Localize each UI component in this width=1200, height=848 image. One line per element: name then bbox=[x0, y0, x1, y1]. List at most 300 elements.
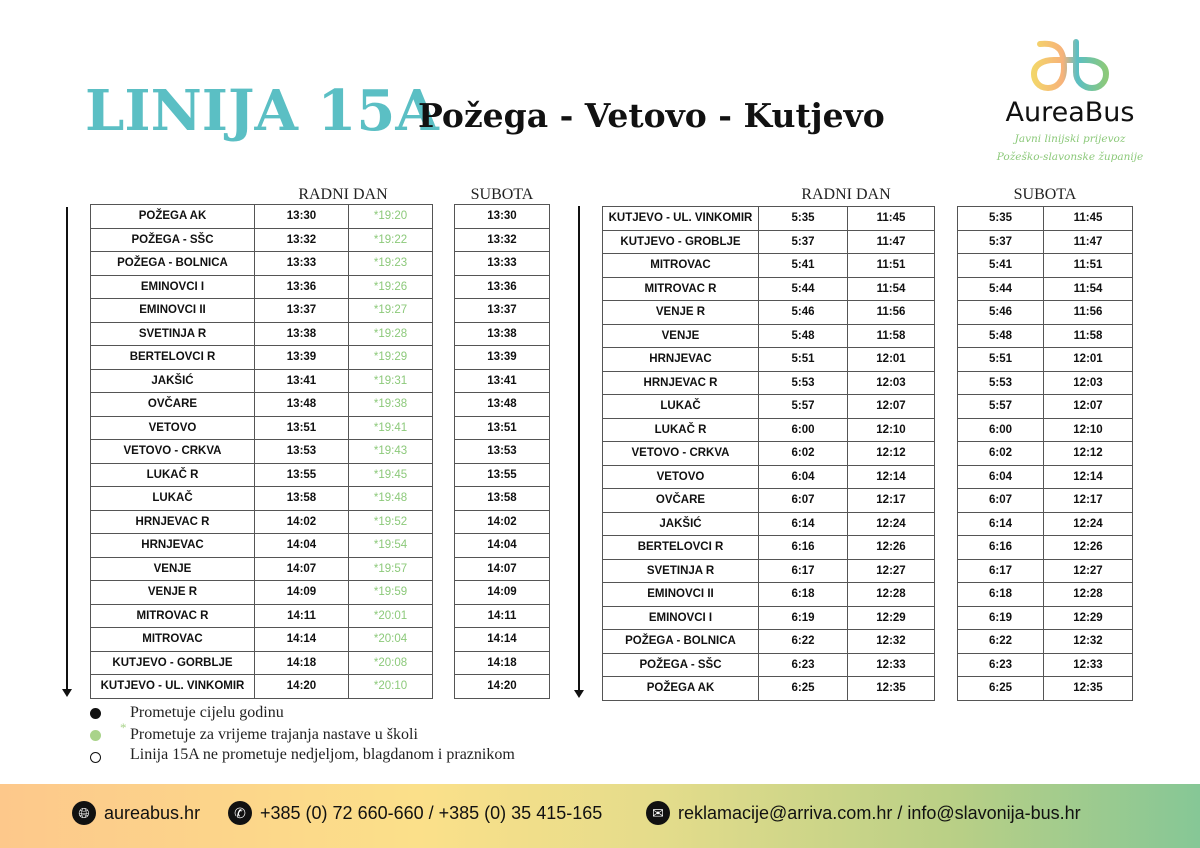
table-row bbox=[603, 371, 935, 395]
table-row bbox=[958, 348, 1133, 372]
envelope-icon: ✉ bbox=[646, 801, 670, 825]
weekday-departure: 13:37 bbox=[255, 299, 349, 323]
logo-tagline-2: Požeško-slavonske županije bbox=[996, 151, 1144, 163]
table-row bbox=[958, 465, 1133, 489]
table-row bbox=[603, 277, 935, 301]
table-row bbox=[455, 275, 550, 299]
saturday-departure: 12:27 bbox=[1044, 559, 1133, 583]
school-departure: *19:22 bbox=[349, 228, 433, 252]
saturday-departure: 6:18 bbox=[958, 583, 1044, 607]
line-title: LINIJA 15A bbox=[85, 78, 439, 144]
stop-name: KUTJEVO - GROBLJE bbox=[603, 230, 759, 254]
stop-name: POŽEGA AK bbox=[603, 677, 759, 701]
table-row bbox=[958, 583, 1133, 607]
stop-name: EMINOVCI II bbox=[603, 583, 759, 607]
school-departure: *19:28 bbox=[349, 322, 433, 346]
weekday-departure: 13:33 bbox=[255, 252, 349, 276]
table-row bbox=[91, 604, 433, 628]
table-row bbox=[958, 442, 1133, 466]
weekday-departure: 13:48 bbox=[255, 393, 349, 417]
stop-name: VENJE bbox=[91, 557, 255, 581]
saturday-departure: 5:48 bbox=[958, 324, 1044, 348]
weekday-departure: 6:16 bbox=[759, 536, 848, 560]
saturday-departure: 13:58 bbox=[455, 487, 550, 511]
asterisk-marker: * bbox=[120, 720, 127, 735]
weekday-departure: 13:32 bbox=[255, 228, 349, 252]
table-row bbox=[455, 651, 550, 675]
table-row bbox=[958, 301, 1133, 325]
stop-name: HRNJEVAC bbox=[91, 534, 255, 558]
weekday-departure: 11:47 bbox=[848, 230, 935, 254]
table-row bbox=[603, 230, 935, 254]
saturday-departure: 6:23 bbox=[958, 653, 1044, 677]
school-departure: *19:41 bbox=[349, 416, 433, 440]
school-departure: *20:04 bbox=[349, 628, 433, 652]
stop-name: POŽEGA - SŠC bbox=[91, 228, 255, 252]
saturday-departure: 6:19 bbox=[958, 606, 1044, 630]
school-departure: *19:43 bbox=[349, 440, 433, 464]
table-row bbox=[958, 230, 1133, 254]
stop-name: POŽEGA AK bbox=[91, 205, 255, 229]
saturday-departure: 12:07 bbox=[1044, 395, 1133, 419]
saturday-departure: 5:46 bbox=[958, 301, 1044, 325]
ab-logo-icon bbox=[1030, 38, 1110, 94]
table-row bbox=[455, 557, 550, 581]
stop-name: VETOVO bbox=[91, 416, 255, 440]
stop-name: KUTJEVO - UL. VINKOMIR bbox=[91, 675, 255, 699]
stop-name: VENJE R bbox=[603, 301, 759, 325]
table-row bbox=[958, 277, 1133, 301]
weekday-departure: 13:55 bbox=[255, 463, 349, 487]
legend-text: Prometuje cijelu godinu bbox=[130, 704, 284, 721]
school-departure: *19:26 bbox=[349, 275, 433, 299]
weekday-departure: 6:00 bbox=[759, 418, 848, 442]
saturday-departure: 13:55 bbox=[455, 463, 550, 487]
table-row bbox=[91, 534, 433, 558]
saturday-departure: 6:04 bbox=[958, 465, 1044, 489]
weekday-departure: 6:14 bbox=[759, 512, 848, 536]
table-row bbox=[455, 604, 550, 628]
weekday-departure: 13:58 bbox=[255, 487, 349, 511]
stop-name: JAKŠIĆ bbox=[603, 512, 759, 536]
table-row bbox=[603, 324, 935, 348]
saturday-departure: 6:16 bbox=[958, 536, 1044, 560]
black-dot-icon bbox=[90, 708, 101, 719]
weekday-departure: 12:03 bbox=[848, 371, 935, 395]
table-row bbox=[455, 393, 550, 417]
stop-name: LUKAČ R bbox=[91, 463, 255, 487]
stop-name: KUTJEVO - UL. VINKOMIR bbox=[603, 207, 759, 231]
footer-phones bbox=[228, 801, 602, 825]
aureabus-logo bbox=[990, 38, 1150, 164]
table-row bbox=[91, 416, 433, 440]
hollow-dot-icon bbox=[90, 752, 101, 763]
weekday-departure: 12:27 bbox=[848, 559, 935, 583]
weekday-departure: 6:17 bbox=[759, 559, 848, 583]
saturday-departure: 12:28 bbox=[1044, 583, 1133, 607]
weekday-departure: 6:23 bbox=[759, 653, 848, 677]
stop-name: VENJE bbox=[603, 324, 759, 348]
table-row bbox=[455, 346, 550, 370]
table-row bbox=[91, 369, 433, 393]
phone-numbers: +385 (0) 72 660-660 / +385 (0) 35 415-165 bbox=[260, 802, 603, 823]
school-departure: *19:57 bbox=[349, 557, 433, 581]
footer-emails bbox=[646, 801, 1081, 825]
table-row bbox=[455, 322, 550, 346]
table-row bbox=[91, 628, 433, 652]
table-row bbox=[958, 536, 1133, 560]
weekday-departure: 14:02 bbox=[255, 510, 349, 534]
table-row bbox=[603, 207, 935, 231]
stop-name: LUKAČ R bbox=[603, 418, 759, 442]
saturday-departure: 12:24 bbox=[1044, 512, 1133, 536]
stop-name: VETOVO - CRKVA bbox=[603, 442, 759, 466]
stop-name: MITROVAC bbox=[603, 254, 759, 278]
table-row bbox=[91, 228, 433, 252]
saturday-departure: 12:33 bbox=[1044, 653, 1133, 677]
saturday-departure: 12:29 bbox=[1044, 606, 1133, 630]
saturday-departure: 12:17 bbox=[1044, 489, 1133, 513]
table-row bbox=[91, 322, 433, 346]
table-row bbox=[91, 510, 433, 534]
website-link[interactable]: aureabus.hr bbox=[104, 802, 201, 823]
saturday-departure: 12:14 bbox=[1044, 465, 1133, 489]
weekday-departure: 6:18 bbox=[759, 583, 848, 607]
weekday-departure: 11:45 bbox=[848, 207, 935, 231]
right-weekday-header: RADNI DAN bbox=[801, 186, 891, 203]
weekday-departure: 5:35 bbox=[759, 207, 848, 231]
stop-name: SVETINJA R bbox=[91, 322, 255, 346]
table-row bbox=[958, 395, 1133, 419]
weekday-departure: 6:04 bbox=[759, 465, 848, 489]
table-row bbox=[603, 559, 935, 583]
table-row bbox=[91, 651, 433, 675]
table-row bbox=[603, 606, 935, 630]
table-row bbox=[91, 393, 433, 417]
stop-name: VETOVO - CRKVA bbox=[91, 440, 255, 464]
saturday-departure: 6:00 bbox=[958, 418, 1044, 442]
left-saturday-header: SUBOTA bbox=[470, 186, 534, 203]
footer-contact-bar bbox=[0, 784, 1200, 848]
stop-name: SVETINJA R bbox=[603, 559, 759, 583]
saturday-departure: 12:10 bbox=[1044, 418, 1133, 442]
stop-name: OVČARE bbox=[91, 393, 255, 417]
saturday-departure: 12:12 bbox=[1044, 442, 1133, 466]
school-departure: *19:59 bbox=[349, 581, 433, 605]
saturday-departure: 6:14 bbox=[958, 512, 1044, 536]
table-row bbox=[958, 254, 1133, 278]
saturday-departure: 6:25 bbox=[958, 677, 1044, 701]
table-row bbox=[455, 369, 550, 393]
table-row bbox=[455, 581, 550, 605]
stop-name: POŽEGA - SŠC bbox=[603, 653, 759, 677]
saturday-departure: 13:51 bbox=[455, 416, 550, 440]
stop-name: MITROVAC R bbox=[91, 604, 255, 628]
globe-icon: 🌐︎ bbox=[72, 801, 96, 825]
table-row bbox=[455, 675, 550, 699]
table-row bbox=[603, 301, 935, 325]
weekday-departure: 12:33 bbox=[848, 653, 935, 677]
saturday-departure: 5:51 bbox=[958, 348, 1044, 372]
table-row bbox=[455, 205, 550, 229]
stop-name: LUKAČ bbox=[91, 487, 255, 511]
table-row bbox=[91, 557, 433, 581]
table-row bbox=[603, 348, 935, 372]
stop-name: LUKAČ bbox=[603, 395, 759, 419]
weekday-departure: 12:35 bbox=[848, 677, 935, 701]
saturday-departure: 14:02 bbox=[455, 510, 550, 534]
weekday-departure: 14:04 bbox=[255, 534, 349, 558]
table-row bbox=[91, 275, 433, 299]
route-title: Požega - Vetovo - Kutjevo bbox=[418, 96, 885, 135]
weekday-departure: 13:30 bbox=[255, 205, 349, 229]
weekday-departure: 11:58 bbox=[848, 324, 935, 348]
stop-name: MITROVAC R bbox=[603, 277, 759, 301]
saturday-departure: 14:04 bbox=[455, 534, 550, 558]
stop-name: EMINOVCI II bbox=[91, 299, 255, 323]
saturday-departure: 12:01 bbox=[1044, 348, 1133, 372]
saturday-departure: 5:41 bbox=[958, 254, 1044, 278]
weekday-departure: 12:24 bbox=[848, 512, 935, 536]
table-row bbox=[958, 207, 1133, 231]
saturday-departure: 14:09 bbox=[455, 581, 550, 605]
table-row bbox=[603, 630, 935, 654]
direction-arrow-icon bbox=[578, 206, 580, 696]
saturday-departure: 14:07 bbox=[455, 557, 550, 581]
saturday-departure: 5:44 bbox=[958, 277, 1044, 301]
table-row bbox=[91, 487, 433, 511]
weekday-departure: 12:01 bbox=[848, 348, 935, 372]
saturday-departure: 11:47 bbox=[1044, 230, 1133, 254]
weekday-departure: 6:02 bbox=[759, 442, 848, 466]
table-row bbox=[958, 371, 1133, 395]
table-row bbox=[958, 512, 1133, 536]
saturday-departure: 14:18 bbox=[455, 651, 550, 675]
table-row bbox=[603, 489, 935, 513]
weekday-departure: 5:53 bbox=[759, 371, 848, 395]
weekday-departure: 14:14 bbox=[255, 628, 349, 652]
stop-name: POŽEGA - BOLNICA bbox=[603, 630, 759, 654]
table-row bbox=[603, 536, 935, 560]
email-addresses[interactable]: reklamacije@arriva.com.hr / info@slavonija-bus.hr bbox=[678, 802, 1081, 823]
right-saturday-table bbox=[957, 206, 1133, 701]
weekday-departure: 5:48 bbox=[759, 324, 848, 348]
table-row bbox=[91, 581, 433, 605]
stop-name: KUTJEVO - GORBLJE bbox=[91, 651, 255, 675]
legend-text: Prometuje za vrijeme trajanja nastave u školi bbox=[130, 726, 418, 743]
saturday-departure: 11:51 bbox=[1044, 254, 1133, 278]
saturday-departure: 11:56 bbox=[1044, 301, 1133, 325]
weekday-departure: 13:39 bbox=[255, 346, 349, 370]
footer-website[interactable] bbox=[72, 801, 200, 825]
weekday-departure: 6:07 bbox=[759, 489, 848, 513]
saturday-departure: 13:38 bbox=[455, 322, 550, 346]
table-row bbox=[958, 418, 1133, 442]
stop-name: BERTELOVCI R bbox=[91, 346, 255, 370]
saturday-departure: 12:26 bbox=[1044, 536, 1133, 560]
table-row bbox=[958, 489, 1133, 513]
table-row bbox=[455, 228, 550, 252]
table-row bbox=[603, 254, 935, 278]
table-row bbox=[455, 487, 550, 511]
stop-name: HRNJEVAC R bbox=[91, 510, 255, 534]
table-row bbox=[603, 465, 935, 489]
weekday-departure: 5:46 bbox=[759, 301, 848, 325]
saturday-departure: 5:57 bbox=[958, 395, 1044, 419]
green-dot-icon bbox=[90, 730, 101, 741]
saturday-departure: 13:33 bbox=[455, 252, 550, 276]
stop-name: MITROVAC bbox=[91, 628, 255, 652]
weekday-departure: 11:51 bbox=[848, 254, 935, 278]
school-departure: *19:52 bbox=[349, 510, 433, 534]
stop-name: EMINOVCI I bbox=[91, 275, 255, 299]
saturday-departure: 13:37 bbox=[455, 299, 550, 323]
table-row bbox=[455, 440, 550, 464]
school-departure: *20:01 bbox=[349, 604, 433, 628]
weekday-departure: 12:10 bbox=[848, 418, 935, 442]
school-departure: *19:48 bbox=[349, 487, 433, 511]
stop-name: JAKŠIĆ bbox=[91, 369, 255, 393]
table-row bbox=[455, 463, 550, 487]
table-row bbox=[603, 442, 935, 466]
school-departure: *19:20 bbox=[349, 205, 433, 229]
left-weekday-table bbox=[90, 204, 433, 699]
stop-name: EMINOVCI I bbox=[603, 606, 759, 630]
table-row bbox=[958, 324, 1133, 348]
table-row bbox=[603, 418, 935, 442]
weekday-departure: 12:07 bbox=[848, 395, 935, 419]
table-row bbox=[603, 512, 935, 536]
weekday-departure: 5:57 bbox=[759, 395, 848, 419]
weekday-departure: 13:53 bbox=[255, 440, 349, 464]
saturday-departure: 14:14 bbox=[455, 628, 550, 652]
table-row bbox=[91, 463, 433, 487]
table-row bbox=[91, 252, 433, 276]
weekday-departure: 12:32 bbox=[848, 630, 935, 654]
weekday-departure: 5:51 bbox=[759, 348, 848, 372]
saturday-departure: 14:11 bbox=[455, 604, 550, 628]
phone-icon: ✆ bbox=[228, 801, 252, 825]
left-saturday-table bbox=[454, 204, 550, 699]
table-row bbox=[455, 416, 550, 440]
weekday-departure: 5:41 bbox=[759, 254, 848, 278]
saturday-departure: 13:36 bbox=[455, 275, 550, 299]
table-row bbox=[603, 677, 935, 701]
saturday-departure: 5:37 bbox=[958, 230, 1044, 254]
saturday-departure: 6:17 bbox=[958, 559, 1044, 583]
weekday-departure: 14:11 bbox=[255, 604, 349, 628]
table-row bbox=[958, 653, 1133, 677]
school-departure: *19:38 bbox=[349, 393, 433, 417]
weekday-departure: 12:12 bbox=[848, 442, 935, 466]
saturday-departure: 13:32 bbox=[455, 228, 550, 252]
table-row bbox=[958, 630, 1133, 654]
weekday-departure: 5:37 bbox=[759, 230, 848, 254]
weekday-departure: 6:19 bbox=[759, 606, 848, 630]
table-row bbox=[958, 606, 1133, 630]
saturday-departure: 6:22 bbox=[958, 630, 1044, 654]
school-departure: *19:31 bbox=[349, 369, 433, 393]
saturday-departure: 13:53 bbox=[455, 440, 550, 464]
saturday-departure: 13:41 bbox=[455, 369, 550, 393]
left-weekday-header: RADNI DAN bbox=[298, 186, 388, 203]
weekday-departure: 13:38 bbox=[255, 322, 349, 346]
weekday-departure: 13:41 bbox=[255, 369, 349, 393]
right-weekday-table bbox=[602, 206, 935, 701]
school-departure: *20:10 bbox=[349, 675, 433, 699]
weekday-departure: 11:54 bbox=[848, 277, 935, 301]
school-departure: *19:54 bbox=[349, 534, 433, 558]
saturday-departure: 14:20 bbox=[455, 675, 550, 699]
stop-name: HRNJEVAC bbox=[603, 348, 759, 372]
table-row bbox=[91, 299, 433, 323]
saturday-departure: 11:45 bbox=[1044, 207, 1133, 231]
table-row bbox=[91, 346, 433, 370]
table-row bbox=[455, 252, 550, 276]
saturday-departure: 12:32 bbox=[1044, 630, 1133, 654]
table-row bbox=[455, 510, 550, 534]
saturday-departure: 11:54 bbox=[1044, 277, 1133, 301]
weekday-departure: 12:29 bbox=[848, 606, 935, 630]
weekday-departure: 6:22 bbox=[759, 630, 848, 654]
direction-arrow-icon bbox=[66, 207, 68, 695]
weekday-departure: 12:26 bbox=[848, 536, 935, 560]
stop-name: HRNJEVAC R bbox=[603, 371, 759, 395]
stop-name: OVČARE bbox=[603, 489, 759, 513]
saturday-departure: 12:35 bbox=[1044, 677, 1133, 701]
table-row bbox=[603, 583, 935, 607]
logo-tagline-1: Javni linijski prijevoz bbox=[1014, 133, 1126, 145]
table-row bbox=[91, 675, 433, 699]
school-departure: *20:08 bbox=[349, 651, 433, 675]
school-departure: *19:27 bbox=[349, 299, 433, 323]
saturday-departure: 11:58 bbox=[1044, 324, 1133, 348]
weekday-departure: 12:28 bbox=[848, 583, 935, 607]
stop-name: VETOVO bbox=[603, 465, 759, 489]
weekday-departure: 5:44 bbox=[759, 277, 848, 301]
saturday-departure: 6:02 bbox=[958, 442, 1044, 466]
legend-text: Linija 15A ne prometuje nedjeljom, blagdanom i praznikom bbox=[130, 746, 515, 763]
weekday-departure: 12:14 bbox=[848, 465, 935, 489]
weekday-departure: 12:17 bbox=[848, 489, 935, 513]
school-departure: *19:29 bbox=[349, 346, 433, 370]
table-row bbox=[958, 559, 1133, 583]
weekday-departure: 14:09 bbox=[255, 581, 349, 605]
stop-name: VENJE R bbox=[91, 581, 255, 605]
table-row bbox=[603, 653, 935, 677]
weekday-departure: 14:20 bbox=[255, 675, 349, 699]
school-departure: *19:45 bbox=[349, 463, 433, 487]
table-row bbox=[603, 395, 935, 419]
saturday-departure: 5:53 bbox=[958, 371, 1044, 395]
saturday-departure: 13:30 bbox=[455, 205, 550, 229]
table-row bbox=[958, 677, 1133, 701]
table-row bbox=[455, 534, 550, 558]
stop-name: BERTELOVCI R bbox=[603, 536, 759, 560]
weekday-departure: 13:36 bbox=[255, 275, 349, 299]
table-row bbox=[91, 205, 433, 229]
saturday-departure: 6:07 bbox=[958, 489, 1044, 513]
weekday-departure: 11:56 bbox=[848, 301, 935, 325]
saturday-departure: 13:48 bbox=[455, 393, 550, 417]
right-saturday-header: SUBOTA bbox=[1013, 186, 1077, 203]
table-row bbox=[91, 440, 433, 464]
weekday-departure: 14:07 bbox=[255, 557, 349, 581]
saturday-departure: 12:03 bbox=[1044, 371, 1133, 395]
stop-name: POŽEGA - BOLNICA bbox=[91, 252, 255, 276]
saturday-departure: 13:39 bbox=[455, 346, 550, 370]
weekday-departure: 13:51 bbox=[255, 416, 349, 440]
